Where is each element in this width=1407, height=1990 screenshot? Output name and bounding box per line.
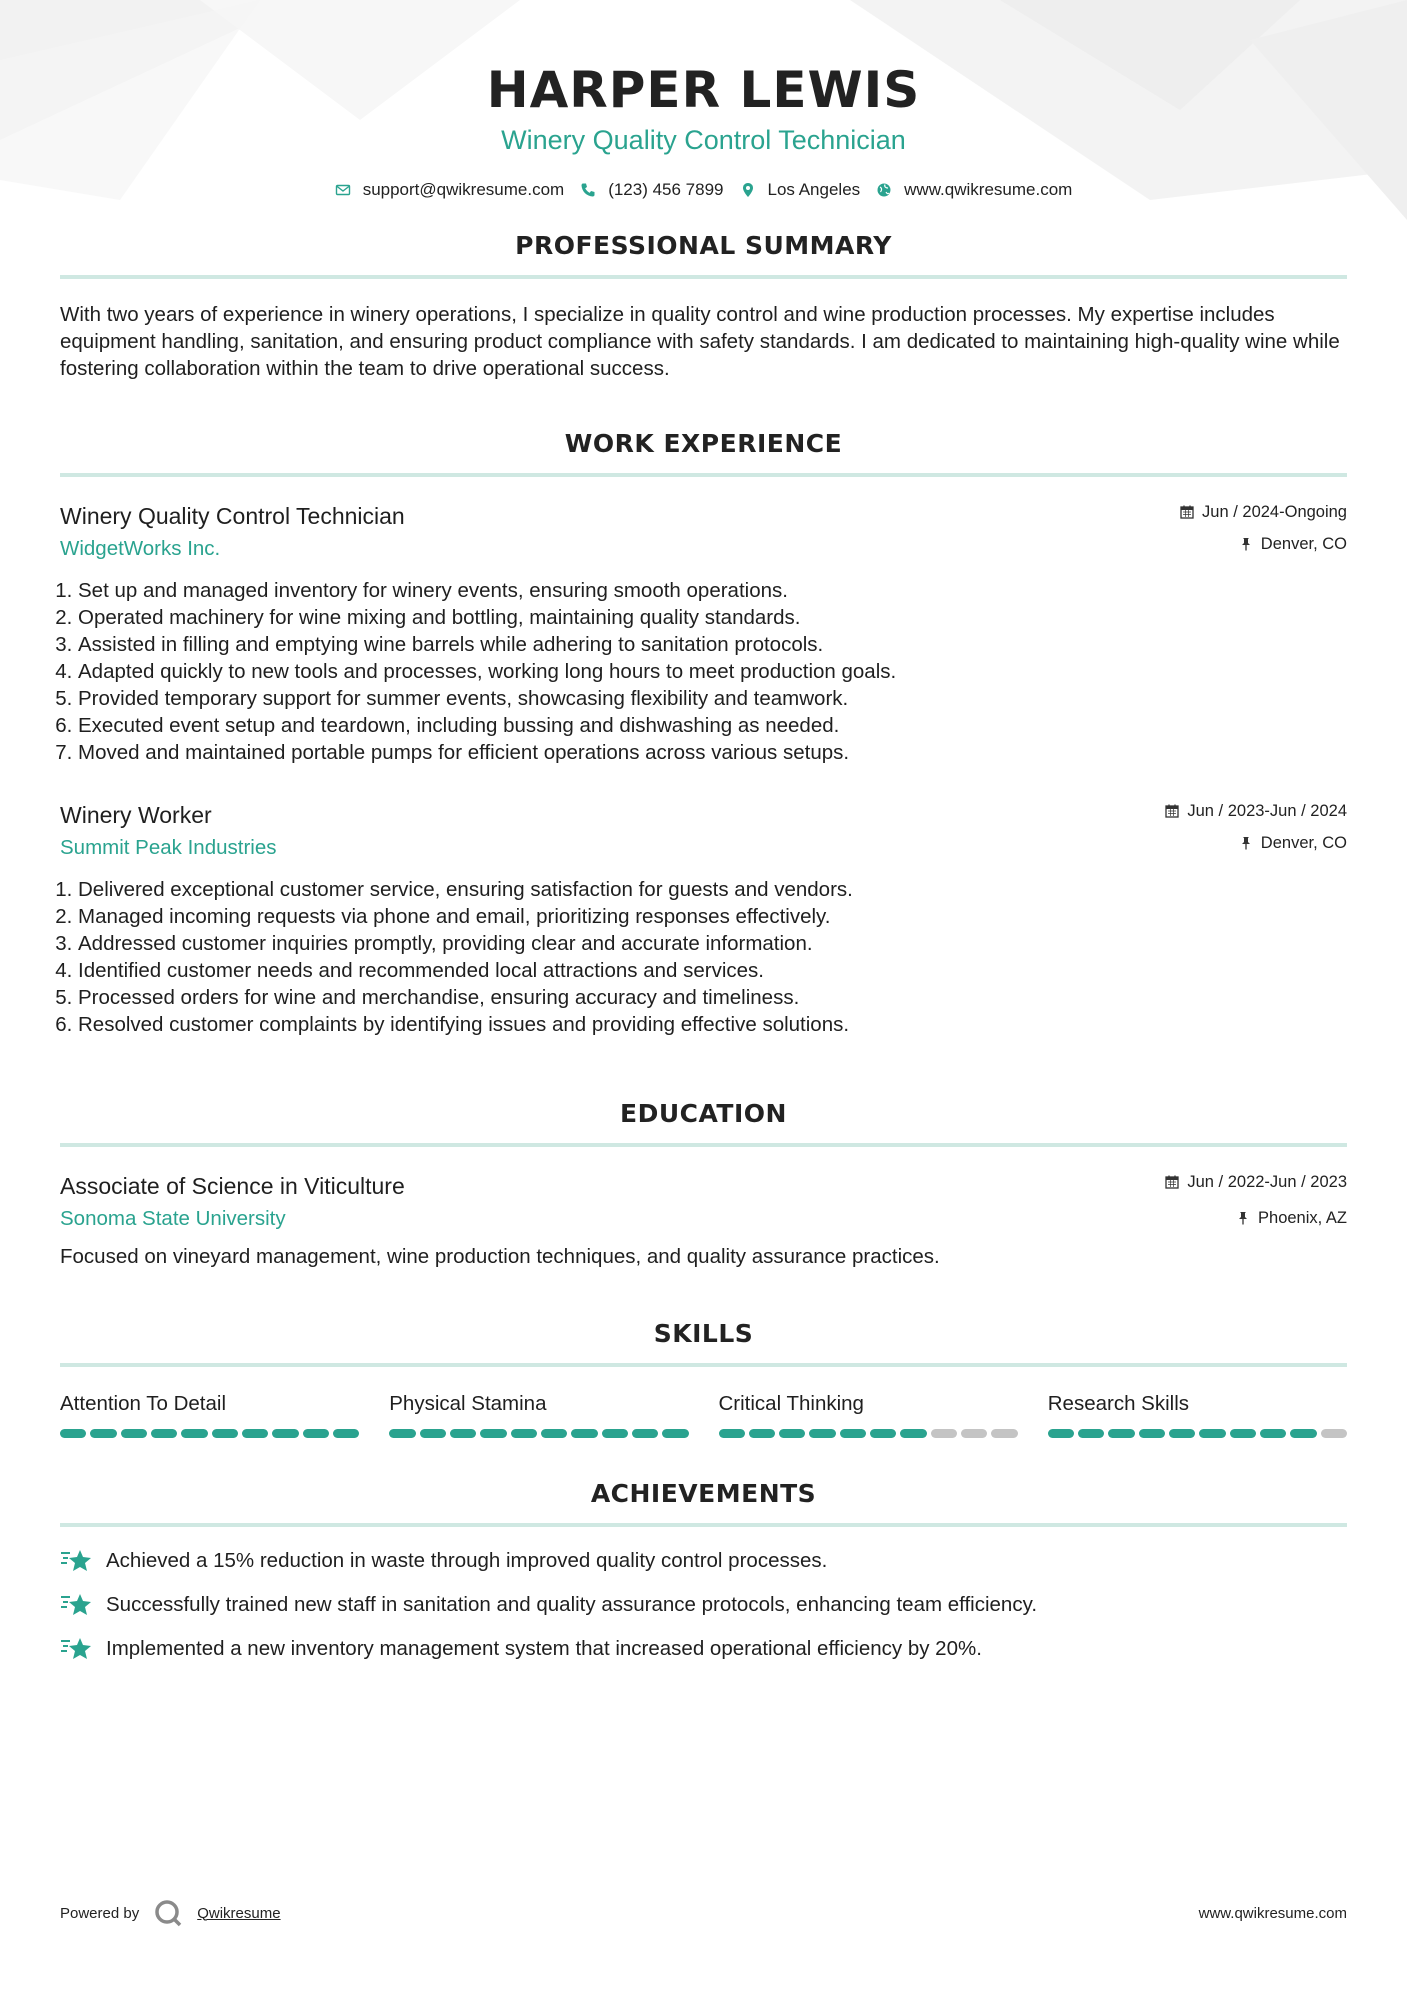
skill-name: Research Skills — [1047, 1392, 1190, 1415]
skill-name: Physical Stamina — [389, 1392, 547, 1415]
skill-segment-filled — [1230, 1429, 1256, 1438]
skill-segment-filled — [60, 1429, 86, 1438]
achievement-text: Successfully trained new staff in sanitation and quality assurance protocols, enhancing team efficiency. — [106, 1593, 1038, 1616]
education-section — [60, 1098, 1347, 1270]
skill-segment-empty — [1321, 1429, 1347, 1438]
qwikresume-link[interactable]: Qwikresume — [197, 1904, 281, 1922]
section-title: PROFESSIONAL SUMMARY — [515, 231, 892, 260]
skill-segment-filled — [870, 1429, 896, 1438]
skill-segment-filled — [151, 1429, 177, 1438]
skill-segment-filled — [212, 1429, 238, 1438]
job-company: WidgetWorks Inc. — [60, 537, 221, 560]
skill-segment-filled — [480, 1429, 506, 1438]
skill-level-bar — [719, 1429, 1018, 1438]
job-dates: Jun / 2024-Ongoing — [1202, 503, 1347, 521]
candidate-name: HARPER LEWIS — [486, 61, 921, 119]
skill-item — [1048, 1391, 1347, 1438]
summary-text: With two years of experience in winery operations, I specialize in quality control and wine production processes. My expertise includes equipment handling, sanitation, and ensuring product compliance with safety standards. I am dedicated to maintaining high-quality wine while fostering collaboration within the team to drive operational success. — [60, 303, 1340, 380]
skill-segment-filled — [450, 1429, 476, 1438]
skill-segment-filled — [662, 1429, 688, 1438]
degree-title: Associate of Science in Viticulture — [60, 1173, 405, 1199]
skill-segment-filled — [571, 1429, 597, 1438]
section-title: ACHIEVEMENTS — [590, 1479, 817, 1508]
resume-header — [60, 0, 1347, 200]
skill-item — [60, 1391, 359, 1438]
job-bullets — [60, 876, 1347, 1038]
education-location: Phoenix, AZ — [1258, 1209, 1347, 1227]
map-pin-icon — [740, 182, 756, 198]
section-divider — [60, 1143, 1347, 1147]
pushpin-icon — [1239, 836, 1253, 850]
achievement-text: Achieved a 15% reduction in waste through improved quality control processes. — [106, 1549, 828, 1572]
skill-segment-filled — [602, 1429, 628, 1438]
list-item: 3. Addressed customer inquiries promptly, providing clear and accurate information. — [78, 930, 1347, 957]
skill-segment-filled — [121, 1429, 147, 1438]
education-entry — [60, 1171, 1347, 1270]
shooting-star-icon — [60, 1547, 92, 1575]
shooting-star-icon — [60, 1591, 92, 1619]
skill-segment-empty — [991, 1429, 1017, 1438]
section-divider — [60, 1363, 1347, 1367]
skill-segment-filled — [1199, 1429, 1225, 1438]
skill-segment-filled — [420, 1429, 446, 1438]
section-title: SKILLS — [653, 1319, 754, 1348]
contact-phone[interactable] — [580, 180, 723, 200]
job-location: Denver, CO — [1260, 535, 1347, 553]
section-divider — [60, 275, 1347, 279]
skill-segment-filled — [1108, 1429, 1134, 1438]
skill-segment-filled — [749, 1429, 775, 1438]
job-title: Winery Quality Control Technician — [60, 503, 405, 529]
skill-name: Critical Thinking — [718, 1392, 864, 1415]
experience-section — [60, 428, 1347, 1038]
globe-icon — [876, 182, 892, 198]
job-dates: Jun / 2023-Jun / 2024 — [1187, 802, 1347, 820]
website-text: www.qwikresume.com — [904, 180, 1073, 199]
skill-segment-filled — [779, 1429, 805, 1438]
calendar-icon — [1180, 505, 1194, 519]
achievements-list — [60, 1547, 1347, 1663]
education-dates: Jun / 2022-Jun / 2023 — [1187, 1173, 1347, 1191]
skill-segment-filled — [511, 1429, 537, 1438]
shooting-star-icon — [60, 1635, 92, 1663]
skill-segment-filled — [333, 1429, 359, 1438]
skill-segment-filled — [840, 1429, 866, 1438]
phone-text: (123) 456 7899 — [608, 180, 724, 199]
pushpin-icon — [1239, 537, 1253, 551]
page-footer — [60, 1898, 1347, 1928]
footer-website[interactable]: www.qwikresume.com — [1198, 1904, 1347, 1922]
section-divider — [60, 473, 1347, 477]
education-description: Focused on vineyard management, wine production techniques, and quality assurance practices. — [60, 1245, 940, 1268]
list-item: 5. Processed orders for wine and merchandise, ensuring accuracy and timeliness. — [78, 984, 1347, 1011]
job-entry — [60, 800, 1347, 1038]
skills-grid — [60, 1391, 1347, 1438]
qwikresume-logo-icon — [153, 1898, 183, 1928]
pushpin-icon — [1236, 1211, 1250, 1225]
powered-by — [60, 1898, 281, 1928]
school-name: Sonoma State University — [60, 1207, 286, 1230]
skill-segment-empty — [931, 1429, 957, 1438]
list-item: 5. Provided temporary support for summer events, showcasing flexibility and teamwork. — [78, 685, 1347, 712]
job-bullets — [60, 577, 1347, 766]
section-title: EDUCATION — [620, 1099, 787, 1128]
section-title: WORK EXPERIENCE — [564, 429, 843, 458]
list-item: 2. Operated machinery for wine mixing and bottling, maintaining quality standards. — [78, 604, 1347, 631]
contact-email[interactable] — [335, 180, 565, 200]
skill-segment-filled — [1139, 1429, 1165, 1438]
email-text: support@qwikresume.com — [362, 180, 565, 199]
job-location: Denver, CO — [1260, 834, 1347, 852]
job-company: Summit Peak Industries — [60, 836, 277, 859]
calendar-icon — [1165, 804, 1179, 818]
skill-segment-filled — [303, 1429, 329, 1438]
skill-segment-filled — [719, 1429, 745, 1438]
skill-segment-filled — [1169, 1429, 1195, 1438]
job-entry — [60, 501, 1347, 766]
job-meta — [1165, 800, 1347, 854]
skill-segment-filled — [900, 1429, 926, 1438]
skill-segment-filled — [809, 1429, 835, 1438]
achievement-item — [60, 1591, 1347, 1619]
list-item: 4. Identified customer needs and recommended local attractions and services. — [78, 957, 1347, 984]
list-item: 7. Moved and maintained portable pumps for efficient operations across various setups. — [78, 739, 1347, 766]
contact-website[interactable] — [876, 180, 1072, 200]
skill-segment-filled — [1290, 1429, 1316, 1438]
skill-level-bar — [60, 1429, 359, 1438]
skill-segment-filled — [1260, 1429, 1286, 1438]
skill-segment-filled — [1078, 1429, 1104, 1438]
skill-segment-filled — [242, 1429, 268, 1438]
achievement-text: Implemented a new inventory management system that increased operational efficiency by 20%. — [106, 1637, 982, 1660]
list-item: 1. Delivered exceptional customer service, ensuring satisfaction for guests and vendors. — [78, 876, 1347, 903]
list-item: 1. Set up and managed inventory for winery events, ensuring smooth operations. — [78, 577, 1347, 604]
candidate-role: Winery Quality Control Technician — [501, 125, 906, 155]
skill-item — [389, 1391, 688, 1438]
skill-name: Attention To Detail — [60, 1392, 227, 1415]
summary-section — [60, 230, 1347, 382]
skill-segment-filled — [181, 1429, 207, 1438]
skill-segment-filled — [1048, 1429, 1074, 1438]
list-item: 6. Resolved customer complaints by identifying issues and providing effective solutions. — [78, 1011, 1347, 1038]
contact-bar — [60, 180, 1347, 200]
skill-segment-filled — [632, 1429, 658, 1438]
powered-by-label: Powered by — [60, 1904, 140, 1922]
achievements-section — [60, 1478, 1347, 1663]
contact-location — [740, 180, 861, 200]
achievement-item — [60, 1547, 1347, 1575]
skill-segment-filled — [272, 1429, 298, 1438]
list-item: 6. Executed event setup and teardown, including bussing and dishwashing as needed. — [78, 712, 1347, 739]
calendar-icon — [1165, 1175, 1179, 1189]
phone-icon — [580, 182, 596, 198]
section-divider — [60, 1523, 1347, 1527]
skill-segment-empty — [961, 1429, 987, 1438]
skill-level-bar — [1048, 1429, 1347, 1438]
list-item: 3. Assisted in filling and emptying wine barrels while adhering to sanitation protocols. — [78, 631, 1347, 658]
skill-segment-filled — [541, 1429, 567, 1438]
job-meta — [1180, 501, 1347, 555]
list-item: 2. Managed incoming requests via phone and email, prioritizing responses effectively. — [78, 903, 1347, 930]
skills-section — [60, 1318, 1347, 1438]
job-title: Winery Worker — [60, 802, 212, 828]
skill-item — [719, 1391, 1018, 1438]
envelope-icon — [335, 182, 351, 198]
achievement-item — [60, 1635, 1347, 1663]
education-meta — [1165, 1171, 1347, 1229]
skill-segment-filled — [90, 1429, 116, 1438]
list-item: 4. Adapted quickly to new tools and processes, working long hours to meet production goals. — [78, 658, 1347, 685]
skill-level-bar — [389, 1429, 688, 1438]
location-text: Los Angeles — [767, 180, 861, 199]
skill-segment-filled — [389, 1429, 415, 1438]
